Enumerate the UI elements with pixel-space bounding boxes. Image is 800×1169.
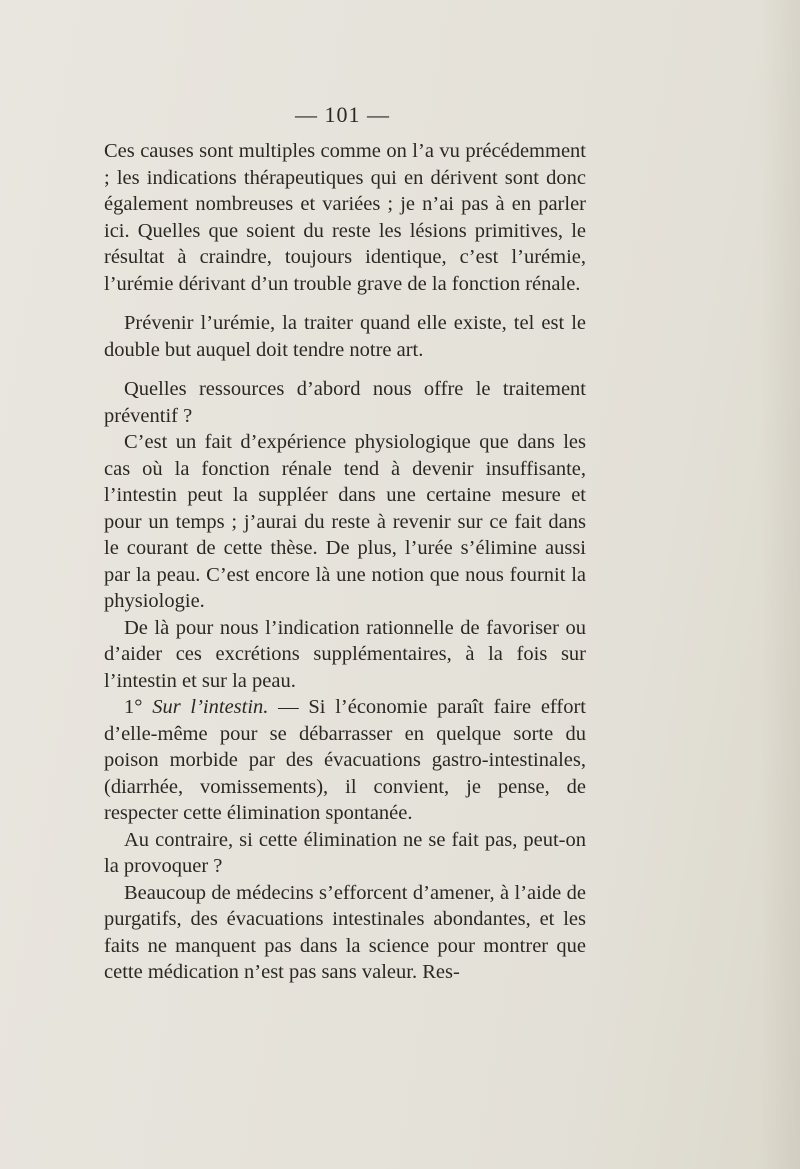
paragraph-medecins: Beaucoup de médecins s’efforcent d’amener, à l’aide de purgatifs, des évacuations intestinales abondantes, et les faits ne manquent pas dans la science pour montrer que cette médication n’est pas sans valeur. Res-: [104, 881, 586, 983]
section-number: 1°: [124, 696, 143, 718]
page-number: — 101 —: [295, 102, 390, 127]
paragraph-ressources: Quelles ressources d’abord nous offre le traitement préventif ?: [104, 378, 586, 427]
paragraph-intestin-text: — Si l’économie paraît faire effort d’elle-même pour se débarrasser en quelque sorte du poison morbide par des évacuations gastro-intestinales, (diarrhée, vomissements), il convient, je pense, de respecter cette élimination spontanée.: [104, 696, 586, 824]
paragraph-causes: Ces causes sont multiples comme on l’a vu précédemment ; les indications thérapeutiques qui en dérivent sont donc également nombreuses et variées ; je n’ai pas à en parler ici. Quelles que soient du reste les lésions primitives, le résultat à craindre, toujours identique, c’est l’urémie, l’urémie dérivant d’un trouble grave de la fonction rénale.: [104, 140, 586, 295]
paragraph-experience: C’est un fait d’expérience physiologique que dans les cas où la fonction rénale tend à devenir insuffisante, l’intestin peut la suppléer dans une certaine mesure et pour un temps ; j’aurai du reste à revenir sur ce fait dans le courant de cette thèse. De plus, l’urée s’élimine aussi par la peau. C’est encore là une notion que nous fournit la physiologie.: [104, 431, 586, 612]
paragraph-intestin: [104, 694, 586, 827]
body-text: [104, 138, 586, 986]
section-title: Sur l’intestin.: [152, 696, 269, 718]
paragraph-indication: De là pour nous l’indication rationnelle de favoriser ou d’aider ces excrétions supplémentaires, à la fois sur l’intestin et sur la peau.: [104, 616, 586, 692]
paragraph-prevenir: Prévenir l’urémie, la traiter quand elle existe, tel est le double but auquel doit tendre notre art.: [104, 312, 586, 361]
paragraph-contraire: Au contraire, si cette élimination ne se fait pas, peut-on la provoquer ?: [104, 828, 586, 877]
page-edge-shadow: [760, 0, 800, 1169]
